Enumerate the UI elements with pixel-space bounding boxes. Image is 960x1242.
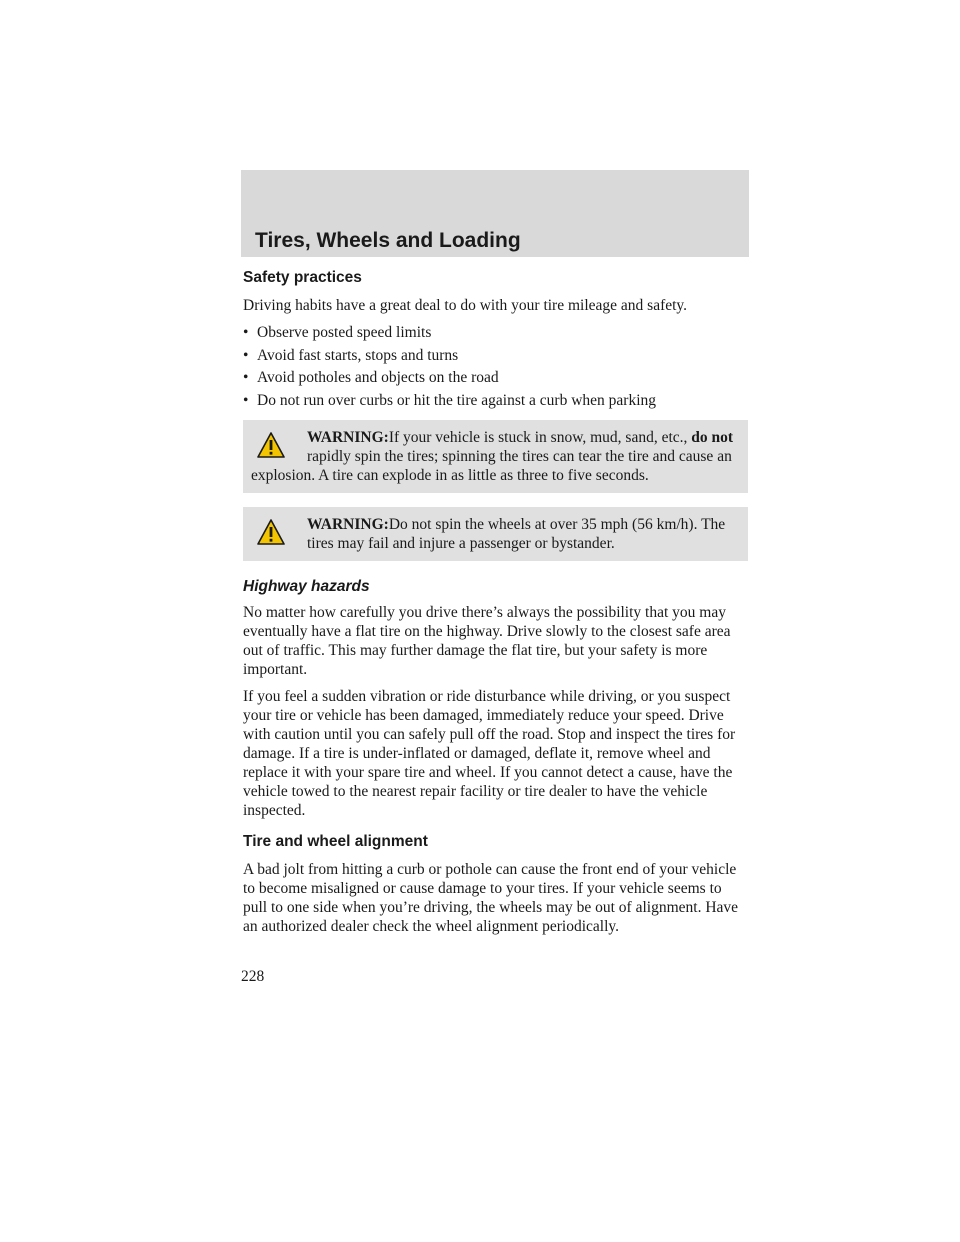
warning-label: WARNING:: [307, 428, 389, 446]
warning-label: WARNING:: [307, 515, 389, 533]
warning-text-before: If your vehicle is stuck in snow, mud, sand, etc.,: [388, 428, 692, 446]
highway-paragraph-2: If you feel a sudden vibration or ride disturbance while driving, or you suspect your tire or vehicle has been damaged, immediately reduce your speed. Drive with caution until you can safely pull off the road. Stop and inspect the tires for damage. If a tire is under-inflated or damaged, deflate it, remove wheel and replace it with your spare tire and wheel. If you cannot detect a cause, have the vehicle towed to the nearest repair facility or tire dealer to have the vehicle inspected.: [243, 687, 736, 819]
bullet-glyph: •: [243, 369, 249, 386]
bullet-glyph: •: [243, 324, 249, 341]
safety-intro: Driving habits have a great deal to do with your tire mileage and safety.: [243, 297, 688, 314]
list-item-text: Observe posted speed limits: [257, 324, 432, 341]
safety-practices-heading: Safety practices: [243, 269, 362, 286]
list-item-text: Avoid fast starts, stops and turns: [257, 346, 459, 364]
list-item: [243, 391, 748, 410]
warning-emphasis: do not: [691, 428, 734, 446]
warning-box-spin: [243, 507, 748, 561]
section-title: Tires, Wheels and Loading: [255, 229, 521, 252]
highway-paragraph-1: No matter how carefully you drive there’s always the possibility that you may eventually have a flat tire on the highway. Drive slowly to the closest safe area out of traffic. This may further damage the flat tire, but your safety is more important.: [243, 603, 731, 678]
alignment-heading: Tire and wheel alignment: [243, 832, 428, 850]
list-item: [243, 323, 748, 342]
warning-triangle-icon: [257, 432, 285, 458]
warning-text: Do not spin the wheels at over 35 mph (56 km/h). The tires may fail and injure a passenger or bystander.: [307, 515, 726, 552]
alignment-paragraph: A bad jolt from hitting a curb or pothole can cause the front end of your vehicle to become misaligned or cause damage to your tires. If your vehicle seems to pull to one side when you’re driving, the wheels may be out of alignment. Have an authorized dealer check the wheel alignment periodically.: [243, 860, 739, 935]
warning-triangle-icon: [257, 519, 285, 545]
highway-hazards-heading: Highway hazards: [243, 577, 370, 595]
bullet-glyph: •: [243, 346, 249, 364]
warning-text-after: rapidly spin the tires; spinning the tires can tear the tire and cause an explosion. A tire can explode in as little as three to five seconds.: [251, 447, 732, 484]
bullet-glyph: •: [243, 391, 249, 409]
list-item: [243, 346, 748, 365]
page-content: [243, 268, 748, 944]
safety-bullet-list: [243, 323, 748, 410]
warning-box-stuck: [243, 420, 748, 493]
section-header-band: [241, 170, 749, 257]
list-item-text: Avoid potholes and objects on the road: [257, 369, 499, 386]
page-number: 228: [241, 968, 265, 985]
list-item: [243, 368, 748, 387]
list-item-text: Do not run over curbs or hit the tire against a curb when parking: [257, 391, 657, 409]
